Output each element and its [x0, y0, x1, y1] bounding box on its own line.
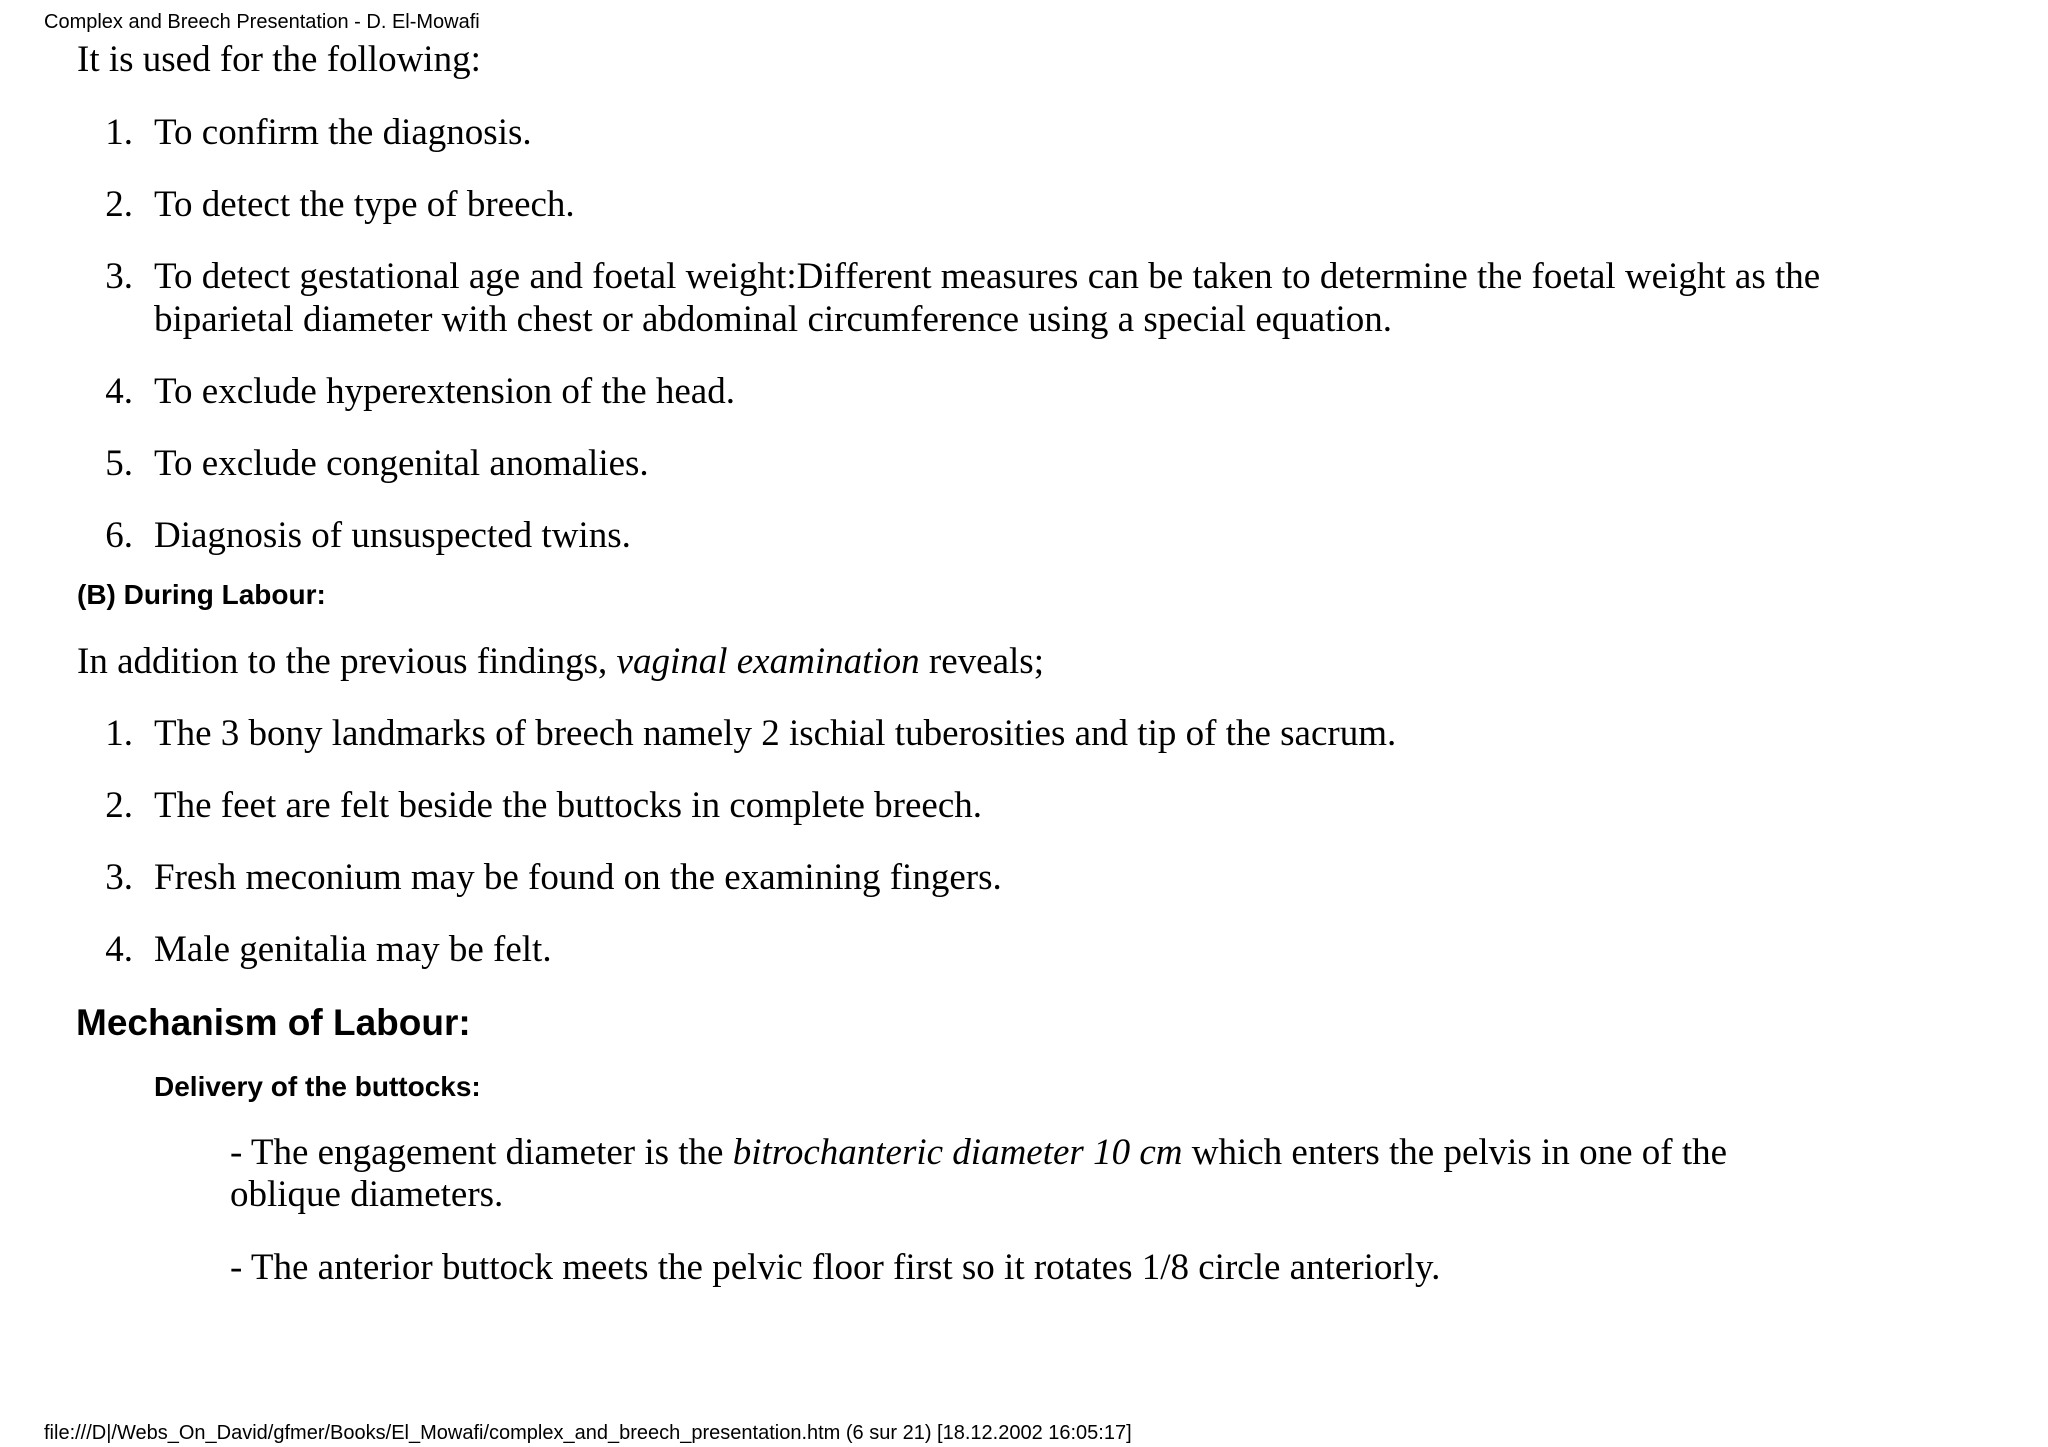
vaginal-examination-emphasis: vaginal examination	[616, 641, 920, 682]
list-item-text: To exclude hyperextension of the head.	[154, 371, 735, 412]
list-item-number: 6.	[105, 515, 133, 556]
list-item-text: To detect gestational age and foetal weight:Different measures can be taken to determine the foetal weight as the	[154, 256, 1821, 297]
engagement-point	[230, 1131, 1727, 1174]
list-item-number: 2.	[105, 785, 133, 826]
engagement-point-end: which enters the pelvis in one of the	[1182, 1132, 1728, 1173]
list-item-text: The feet are felt beside the buttocks in complete breech.	[154, 785, 983, 826]
list-item-number: 5.	[105, 443, 133, 484]
during-labour-intro-end: reveals;	[919, 641, 1044, 682]
bitrochanteric-emphasis: bitrochanteric diameter 10 cm	[732, 1132, 1183, 1173]
list-item-number: 3.	[105, 256, 133, 297]
list-item-number: 3.	[105, 857, 133, 898]
during-labour-intro	[77, 640, 1044, 683]
list-item-text: To detect the type of breech.	[154, 184, 575, 225]
list-item-number: 1.	[105, 112, 133, 153]
list-item-text-continuation: biparietal diameter with chest or abdominal circumference using a special equation.	[154, 299, 1392, 340]
list-item-number: 1.	[105, 713, 133, 754]
list-item-number: 4.	[105, 929, 133, 970]
running-footer-file-path: file:///D|/Webs_On_David/gfmer/Books/El_Mowafi/complex_and_breech_presentation.htm (6 sur 21) [18.12.2002 16:05:17]	[44, 1422, 1132, 1444]
rotation-point: - The anterior buttock meets the pelvic floor first so it rotates 1/8 circle anteriorly.	[230, 1247, 1441, 1288]
list-item-number: 4.	[105, 371, 133, 412]
engagement-point-start: - The engagement diameter is the	[230, 1132, 733, 1173]
engagement-point-continuation: oblique diameters.	[230, 1174, 504, 1215]
list-item-text: To confirm the diagnosis.	[154, 112, 532, 153]
list-item-text: The 3 bony landmarks of breech namely 2 ischial tuberosities and tip of the sacrum.	[154, 713, 1397, 754]
during-labour-intro-start: In addition to the previous findings,	[77, 641, 617, 682]
delivery-of-buttocks-subheading: Delivery of the buttocks:	[154, 1071, 481, 1102]
list-item-text: Diagnosis of unsuspected twins.	[154, 515, 631, 556]
mechanism-heading: Mechanism of Labour:	[76, 1002, 471, 1043]
uses-intro-paragraph: It is used for the following:	[77, 39, 481, 80]
list-item-text: Fresh meconium may be found on the examining fingers.	[154, 857, 1002, 898]
during-labour-heading: (B) During Labour:	[77, 579, 326, 610]
list-item-text: Male genitalia may be felt.	[154, 929, 552, 970]
list-item-text: To exclude congenital anomalies.	[154, 443, 649, 484]
running-header: Complex and Breech Presentation - D. El-Mowafi	[44, 11, 480, 33]
list-item-number: 2.	[105, 184, 133, 225]
